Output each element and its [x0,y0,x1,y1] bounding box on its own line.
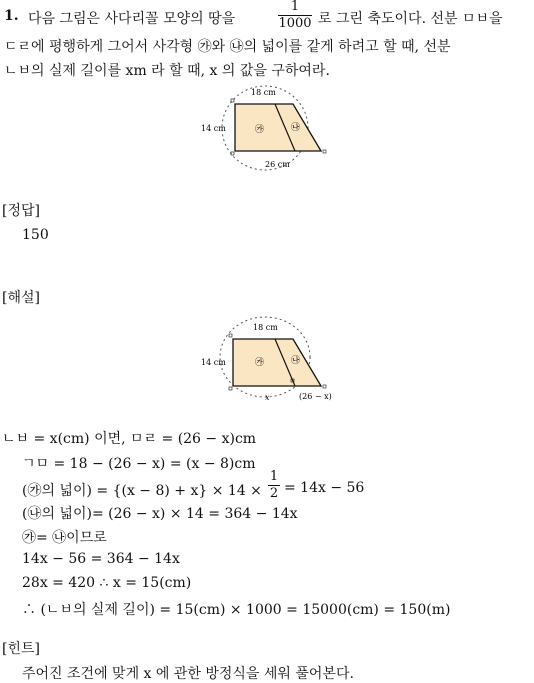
solution-line-7: 28x = 420 ∴ x = 15(cm) [22,575,192,591]
problem-number: 1. [4,8,19,24]
problem-line1-pre: 다음 그림은 사다리꼴 모양의 땅을 [28,11,236,27]
solution-line-8: ∴ (ㄴㅂ의 실제 길이) = 15(cm) × 1000 = 15000(cm) = 150(m) [22,602,451,618]
figure2-region-a: ㉮ [255,358,265,368]
half-fraction [268,470,280,501]
solution-line-6: 14x − 56 = 364 − 14x [22,551,180,567]
half-numerator: 1 [269,469,279,484]
trapezoid-figure-1 [195,82,340,174]
scale-fraction-numerator: 1 [290,0,300,14]
solution-line-2: ㄱㅁ = 18 − (26 − x) = (x − 8)cm [22,456,256,472]
solution-line-5: ㉮= ㉯이므로 [22,530,107,546]
scale-fraction-denominator: 1000 [278,16,312,31]
solution-line-1: ㄴㅂ = x(cm) 이면, ㅁㄹ = (26 − x)cm [2,431,257,447]
answer-value: 150 [22,227,49,243]
scale-fraction [278,0,312,31]
figure2-bottom-rest: (26 − x) [299,392,332,401]
hint-text: 주어진 조건에 맞게 x 에 관한 방정식을 세워 풀어본다. [22,666,354,682]
problem-line1-post: 로 그린 축도이다. 선분 ㅁㅂ을 [318,11,503,27]
figure1-region-b: ㉯ [291,123,301,133]
solution-line-4: (㉯의 넓이)= (26 − x) × 14 = 364 − 14x [22,506,298,522]
figure1-top-label: 18 cm [251,88,276,97]
figure1-region-a: ㉮ [255,125,265,135]
figure1-corner-mark [323,150,326,153]
solution-line-3a: (㉮의 넓이) = {(x − 8) + x} × 14 × [22,483,262,499]
problem-line3: ㄴㅂ의 실제 길이를 xm 라 할 때, x 의 값을 구하여라. [4,63,330,79]
solution-label: [해설] [2,290,40,306]
figure2-corner-mark [323,385,326,388]
problem-line2: ㄷㄹ에 평행하게 그어서 사각형 ㉮와 ㉯의 넓이를 같게 하려고 할 때, 선분 [4,39,451,55]
figure1-left-label: 14 cm [201,124,226,133]
figure2-top-label: 18 cm [253,323,278,332]
figure2-bottom-x: x [265,393,270,402]
figure2-corner-mark [229,387,232,390]
figure1-bottom-label: 26 cm [265,160,290,169]
answer-label: [정답] [2,203,40,219]
figure2-left-label: 14 cm [201,358,226,367]
trapezoid-figure-2 [195,315,340,407]
half-denominator: 2 [269,486,279,501]
figure2-corner-mark [229,334,232,337]
hint-label: [힌트] [2,641,40,657]
solution-line-3b: = 14x − 56 [284,480,365,496]
figure2-region-b: ㉯ [291,356,301,366]
